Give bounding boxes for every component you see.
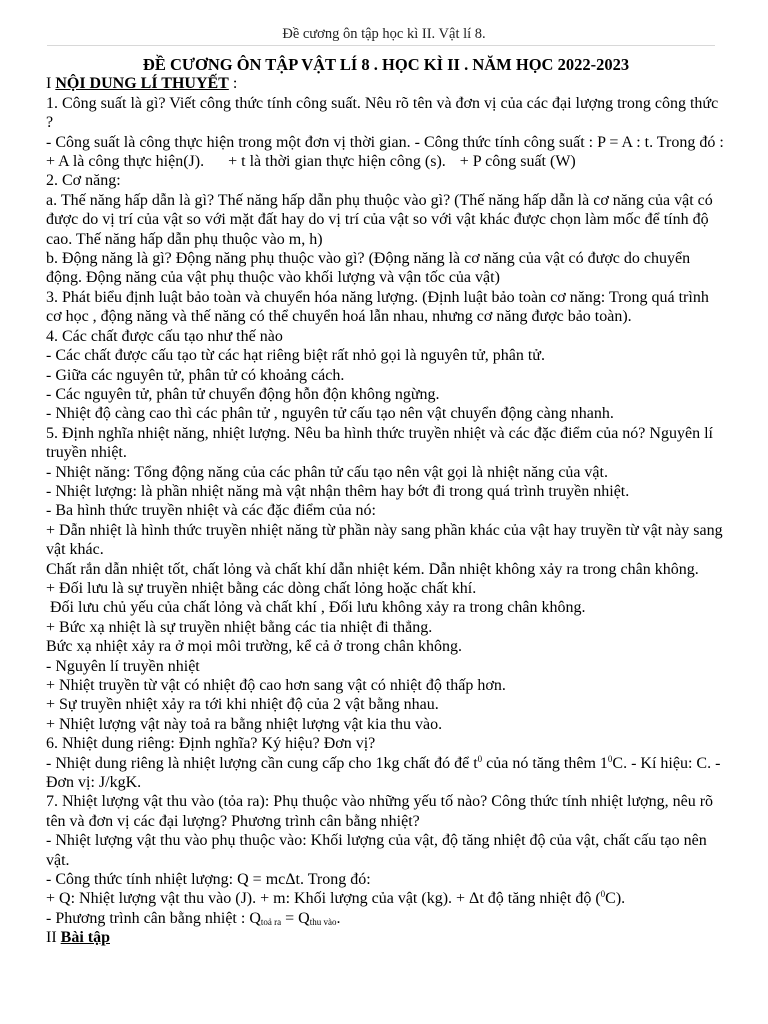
q5-item: + Nhiệt lượng vật này toả ra bằng nhiệt lượng vật kia thu vào. xyxy=(46,715,443,733)
q5-heading: 5. Định nghĩa nhiệt năng, nhiệt lượng. Nêu ba hình thức truyền nhiệt và các đặc điểm của nó? Nguyên lí truyền nhiệt. xyxy=(46,424,713,462)
q7-balance-text-2: = Q xyxy=(281,909,310,927)
q6-sup-1: 0 xyxy=(477,753,483,764)
section-1-suffix: : xyxy=(228,75,238,93)
q5-item: Bức xạ nhiệt xảy ra ở mọi môi trường, kể cả ở trong chân không. xyxy=(46,638,462,656)
q4-heading: 4. Các chất được cấu tạo như thế nào xyxy=(46,327,283,345)
q6-text-3: C. - Kí hiệu: C. - Đơn vị: J/kgK. xyxy=(46,754,721,792)
q6-text-2: của nó tăng thêm 1 xyxy=(482,754,608,772)
q7-variables xyxy=(46,889,726,908)
q7-balance-text-1: - Phương trình cân bằng nhiệt : Q xyxy=(46,909,261,927)
q5-item: + Đối lưu là sự truyền nhiệt bằng các dòng chất lỏng hoặc chất khí. xyxy=(46,579,477,597)
q1-answer: - Công suất là công thực hiện trong một đơn vị thời gian. - Công thức tính công suất : P = A : t. Trong đó : xyxy=(46,133,724,151)
q7-vars-sup: 0 xyxy=(600,889,606,900)
q7-balance-text-3: . xyxy=(336,909,341,927)
q5-item: - Ba hình thức truyền nhiệt và các đặc điểm của nó: xyxy=(46,502,376,520)
document-body xyxy=(46,55,726,948)
q4-item: - Các chất được cấu tạo từ các hạt riêng biệt rất nhỏ gọi là nguyên tử, phân tử. xyxy=(46,347,545,365)
q5-item: + Sự truyền nhiệt xảy ra tới khi nhiệt độ của 2 vật bằng nhau. xyxy=(46,696,439,714)
q5-item: + Bức xạ nhiệt là sự truyền nhiệt bằng các tia nhiệt đi thẳng. xyxy=(46,618,433,636)
q6-text-1: - Nhiệt dung riêng là nhiệt lượng cần cung cấp cho 1kg chất đó để t xyxy=(46,754,478,772)
q2-heading: 2. Cơ năng: xyxy=(46,172,121,190)
q4-item: - Các nguyên tử, phân tử chuyển động hỗn độn không ngừng. xyxy=(46,385,440,403)
document-title: ĐỀ CƯƠNG ÔN TẬP VẬT LÍ 8 . HỌC KÌ II . NĂM HỌC 2022-2023 xyxy=(142,55,630,74)
q4-item: - Nhiệt độ càng cao thì các phân tử , nguyên tử cấu tạo nên vật chuyển động càng nhanh. xyxy=(46,405,614,423)
q6-sup-2: 0 xyxy=(607,753,613,764)
q5-item: Chất rắn dẫn nhiệt tốt, chất lỏng và chất khí dẫn nhiệt kém. Dẫn nhiệt không xảy ra trong chân không. xyxy=(46,560,699,578)
q3-text: 3. Phát biểu định luật bảo toàn và chuyển hóa năng lượng. (Định luật bảo toàn cơ năng: Trong quá trình cơ học , động năng và thế năng có thể chuyển hoá lẫn nhau, nhưng cơ năng được bảo toàn). xyxy=(46,288,709,326)
q6-definition xyxy=(46,754,726,793)
q7-vars-text-1: + Q: Nhiệt lượng vật thu vào (J). + m: Khối lượng của vật (kg). + Δt độ tăng nhiệt độ ( xyxy=(46,890,601,908)
section-1-title: NỘI DUNG LÍ THUYẾT xyxy=(55,75,229,93)
q2-part-a: a. Thế năng hấp dẫn là gì? Thế năng hấp dẫn phụ thuộc vào gì? (Thế năng hấp dẫn là cơ năng của vật có được do vị trí của vật so với mặt đất hay do vị trí của vật so với vật khác được chọn làm mốc để tính độ cao. Thế năng hấp dẫn phụ thuộc vào m, h) xyxy=(46,191,713,248)
q5-item: + Dẫn nhiệt là hình thức truyền nhiệt năng từ phần này sang phần khác của vật hay truyền từ vật này sang vật khác. xyxy=(46,521,723,559)
q5-item: Đối lưu chủ yếu của chất lỏng và chất khí , Đối lưu không xảy ra trong chân không. xyxy=(50,599,586,617)
q4-item: - Giữa các nguyên tử, phân tử có khoảng cách. xyxy=(46,366,345,384)
q7-balance-sub-2: thu vào xyxy=(309,916,337,927)
q7-formula: - Công thức tính nhiệt lượng: Q = mcΔt. Trong đó: xyxy=(46,871,371,889)
page-header: Đề cương ôn tập học kì II. Vật lí 8. xyxy=(282,26,486,42)
q2-part-b: b. Động năng là gì? Động năng phụ thuộc vào gì? (Động năng là cơ năng của vật có được do chuyển động. Động năng của vật phụ thuộc vào khối lượng và vận tốc của vật) xyxy=(46,250,691,287)
q1-question: 1. Công suất là gì? Viết công thức tính công suất. Nêu rõ tên và đơn vị của các đại lượng trong công thức ? xyxy=(46,94,719,132)
header-divider xyxy=(47,45,715,46)
q7-balance-sub-1: toả ra xyxy=(260,916,282,927)
section-1-prefix: I xyxy=(46,75,56,93)
q5-item: - Nguyên lí truyền nhiệt xyxy=(46,657,200,675)
q1-def-t: + t là thời gian thực hiện công (s). xyxy=(228,153,446,171)
q1-definitions xyxy=(46,152,726,171)
q1-def-p: + P công suất (W) xyxy=(459,153,576,171)
q7-heading: 7. Nhiệt lượng vật thu vào (tỏa ra): Phụ thuộc vào những yếu tố nào? Công thức tính nhiệt lượng, nêu rõ tên và đơn vị các đại lượng? Phương trình cân bằng nhiệt? xyxy=(46,793,714,830)
q7-balance-equation xyxy=(46,909,726,928)
section-2-heading xyxy=(46,928,726,947)
q5-item: + Nhiệt truyền từ vật có nhiệt độ cao hơn sang vật có nhiệt độ thấp hơn. xyxy=(46,677,506,694)
q7-depends: - Nhiệt lượng vật thu vào phụ thuộc vào: Khối lượng của vật, độ tăng nhiệt độ của vật, chất cấu tạo nên vật. xyxy=(46,832,707,869)
section-2-prefix: II xyxy=(46,929,61,947)
q6-heading: 6. Nhiệt dung riêng: Định nghĩa? Ký hiệu? Đơn vị? xyxy=(46,735,376,753)
section-2-title: Bài tập xyxy=(60,929,110,947)
section-1-heading xyxy=(46,74,726,93)
q7-vars-text-2: C). xyxy=(605,890,626,908)
q5-item: - Nhiệt năng: Tổng động năng của các phân tử cấu tạo nên vật gọi là nhiệt năng của vật. xyxy=(46,463,608,481)
q5-item: - Nhiệt lượng: là phần nhiệt năng mà vật nhận thêm hay bớt đi trong quá trình truyền nhiệt. xyxy=(46,482,630,500)
q1-def-a: + A là công thực hiện(J). xyxy=(46,153,205,171)
